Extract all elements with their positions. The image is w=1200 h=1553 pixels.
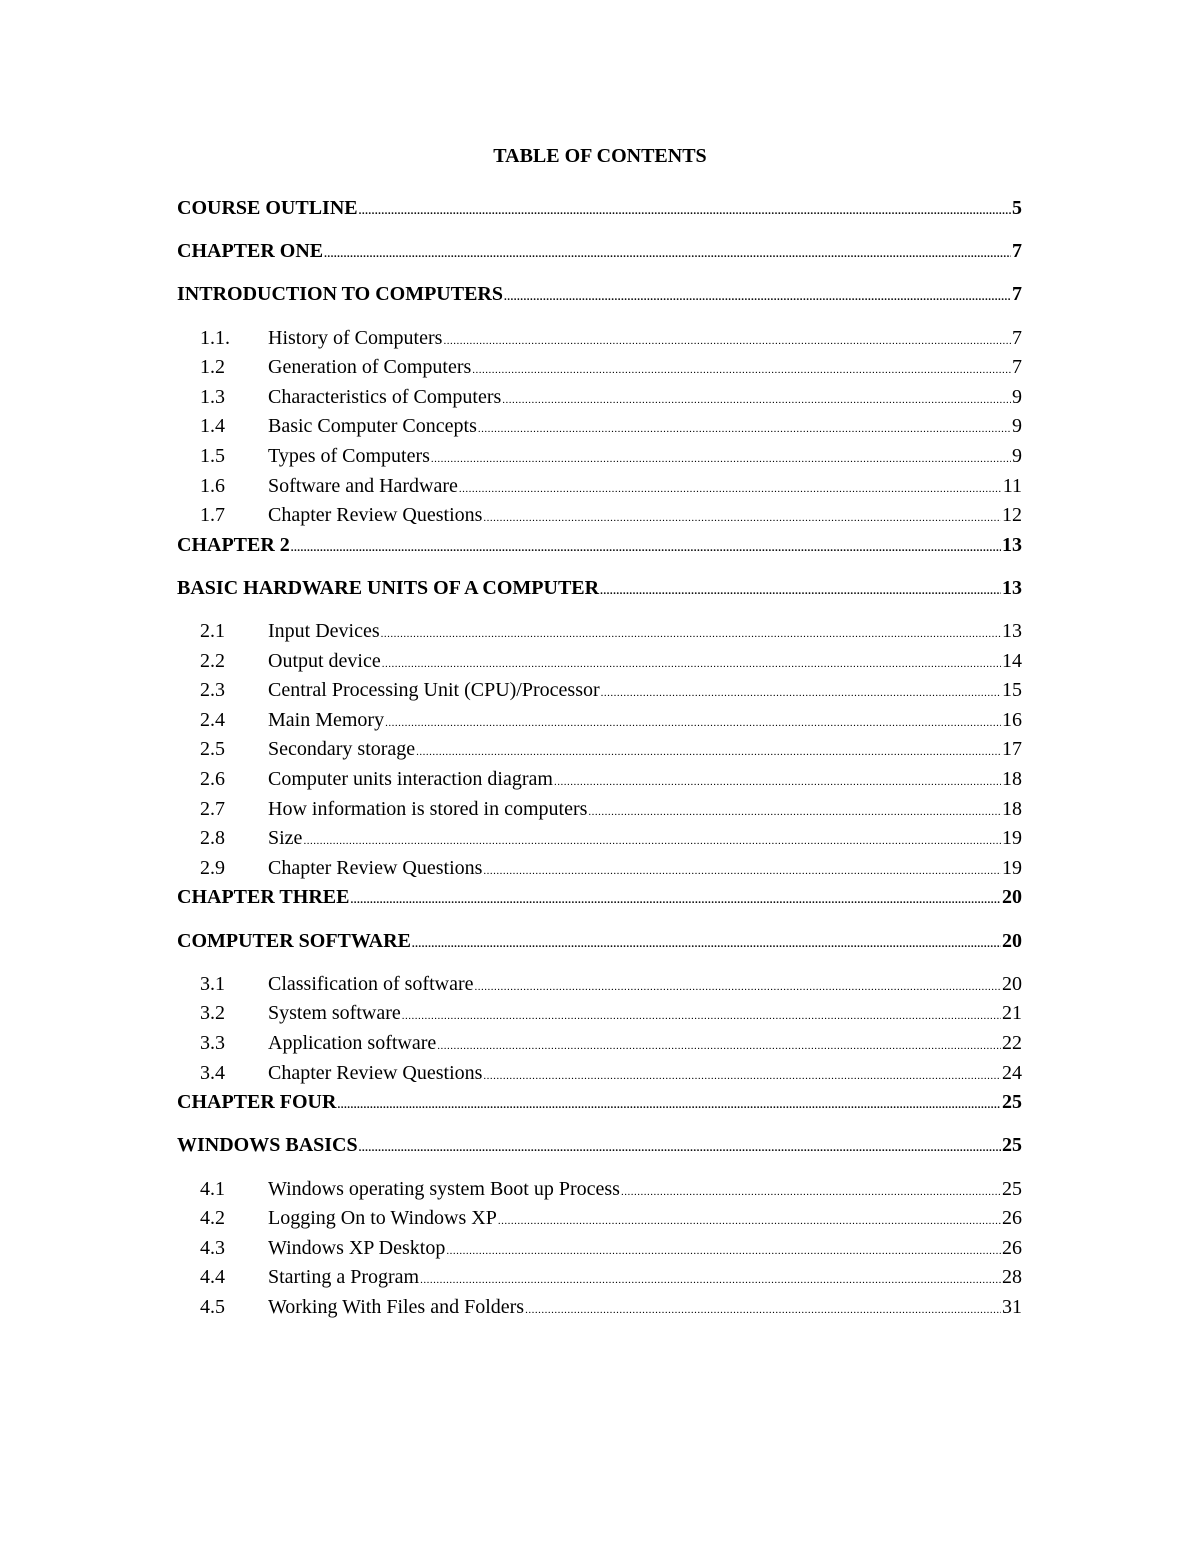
- section-number: 1.3: [200, 385, 225, 408]
- dot-leader: [431, 453, 1011, 465]
- table-of-contents: [177, 197, 1022, 1326]
- toc-section-entry[interactable]: [177, 1062, 1022, 1092]
- page-number: 9: [1012, 415, 1022, 438]
- toc-heading-entry[interactable]: [177, 1091, 1022, 1121]
- entry-title: Windows operating system Boot up Process: [268, 1177, 620, 1200]
- section-number: 1.7: [200, 504, 225, 527]
- entry-title: Basic Computer Concepts: [268, 415, 477, 438]
- toc-heading-entry[interactable]: [177, 1134, 1022, 1164]
- toc-title: TABLE OF CONTENTS: [493, 145, 707, 167]
- page-number: 19: [1002, 827, 1022, 850]
- section-number: 3.3: [200, 1032, 225, 1054]
- page-number: 9: [1012, 385, 1022, 408]
- entry-title: History of Computers: [268, 326, 443, 349]
- toc-section-entry[interactable]: [177, 798, 1022, 828]
- toc-section-entry[interactable]: [177, 1296, 1022, 1326]
- page-number: 28: [1002, 1266, 1022, 1289]
- toc-section-entry[interactable]: [177, 504, 1022, 534]
- section-number: 4.3: [200, 1236, 225, 1259]
- dot-leader: [350, 894, 1001, 906]
- dot-leader: [483, 1070, 1001, 1082]
- entry-title: CHAPTER THREE: [177, 886, 350, 909]
- entry-title: Types of Computers: [268, 444, 430, 467]
- entry-title: Secondary storage: [268, 738, 416, 761]
- toc-section-entry[interactable]: [177, 386, 1022, 416]
- section-number: 2.1: [200, 620, 225, 643]
- section-number: 2.9: [200, 856, 225, 879]
- entry-title: CHAPTER 2: [177, 533, 290, 556]
- section-number: 2.2: [200, 649, 225, 672]
- page-number: 19: [1002, 856, 1022, 879]
- section-number: 3.4: [200, 1061, 225, 1084]
- entry-title: Working With Files and Folders: [268, 1295, 525, 1318]
- entry-title: BASIC HARDWARE UNITS OF A COMPUTER: [177, 576, 600, 599]
- entry-title: Computer units interaction diagram: [268, 768, 553, 791]
- entry-title: How information is stored in computers: [268, 797, 588, 820]
- dot-leader: [412, 938, 1001, 950]
- dot-leader: [504, 291, 1011, 303]
- dot-leader: [382, 658, 1001, 670]
- page-number: 12: [1002, 504, 1022, 527]
- entry-title: Classification of software: [268, 972, 474, 995]
- dot-leader: [601, 687, 1001, 699]
- page-number: 21: [1002, 1002, 1022, 1025]
- section-number: 2.5: [200, 738, 225, 761]
- dot-leader: [303, 835, 1001, 847]
- toc-section-entry[interactable]: [177, 768, 1022, 798]
- dot-leader: [498, 1215, 1001, 1227]
- page-number: 13: [1002, 620, 1022, 643]
- dot-leader: [475, 981, 1002, 993]
- entry-title: Windows XP Desktop: [268, 1236, 446, 1259]
- section-number: 4.4: [200, 1266, 225, 1289]
- entry-title: CHAPTER FOUR: [177, 1091, 337, 1114]
- dot-leader: [359, 205, 1011, 217]
- entry-title: Main Memory: [268, 708, 385, 731]
- dot-leader: [600, 585, 1001, 597]
- page-number: 24: [1002, 1061, 1022, 1084]
- dot-leader: [359, 1142, 1001, 1154]
- toc-section-entry[interactable]: [177, 1032, 1022, 1062]
- entry-title: Application software: [268, 1032, 437, 1054]
- section-number: 2.6: [200, 768, 225, 791]
- entry-title: Output device: [268, 649, 381, 672]
- page-number: 26: [1002, 1207, 1022, 1230]
- entry-title: Starting a Program: [268, 1266, 420, 1289]
- dot-leader: [478, 423, 1011, 435]
- dot-leader: [525, 1304, 1001, 1316]
- page-number: 11: [1002, 474, 1022, 497]
- section-number: 1.6: [200, 474, 225, 497]
- section-number: 2.7: [200, 797, 225, 820]
- dot-leader: [472, 364, 1011, 376]
- toc-section-entry[interactable]: [177, 827, 1022, 857]
- page-number: 16: [1002, 708, 1022, 731]
- page-number: 15: [1002, 679, 1022, 702]
- toc-section-entry[interactable]: [177, 1266, 1022, 1296]
- entry-title: Logging On to Windows XP: [268, 1207, 497, 1230]
- toc-section-entry[interactable]: [177, 1237, 1022, 1267]
- section-number: 4.1: [200, 1177, 225, 1200]
- page-number: 20: [1002, 886, 1022, 909]
- toc-heading-entry[interactable]: [177, 577, 1022, 607]
- section-number: 2.8: [200, 827, 225, 850]
- section-number: 3.2: [200, 1002, 225, 1025]
- dot-leader: [446, 1245, 1001, 1257]
- entry-title: Generation of Computers: [268, 356, 472, 379]
- toc-heading-entry[interactable]: [177, 197, 1022, 227]
- entry-title: CHAPTER ONE: [177, 240, 324, 263]
- dot-leader: [291, 542, 1001, 554]
- toc-section-entry[interactable]: [177, 973, 1022, 1003]
- section-number: 1.5: [200, 444, 225, 467]
- entry-title: COMPUTER SOFTWARE: [177, 929, 411, 952]
- page-number: 26: [1002, 1236, 1022, 1259]
- toc-section-entry[interactable]: [177, 475, 1022, 505]
- section-number: 4.5: [200, 1295, 225, 1318]
- entry-title: INTRODUCTION TO COMPUTERS: [177, 283, 503, 306]
- page-number: 18: [1002, 768, 1022, 791]
- page-number: 31: [1002, 1295, 1022, 1318]
- dot-leader: [483, 865, 1001, 877]
- entry-title: Characteristics of Computers: [268, 385, 502, 408]
- page-number: 7: [1012, 240, 1022, 263]
- dot-leader: [502, 394, 1011, 406]
- page-number: 13: [1002, 533, 1022, 556]
- page-number: 20: [1002, 972, 1022, 995]
- page-number: 17: [1002, 738, 1022, 761]
- page-number: 18: [1002, 797, 1022, 820]
- toc-heading-entry[interactable]: [177, 930, 1022, 960]
- dot-leader: [385, 717, 1001, 729]
- page-number: 7: [1012, 356, 1022, 379]
- toc-section-entry[interactable]: [177, 356, 1022, 386]
- toc-section-entry[interactable]: [177, 445, 1022, 475]
- toc-section-entry[interactable]: [177, 709, 1022, 739]
- entry-title: Input Devices: [268, 620, 380, 643]
- page-number: 5: [1012, 197, 1022, 219]
- entry-title: Software and Hardware: [268, 474, 458, 497]
- dot-leader: [381, 628, 1001, 640]
- toc-section-entry[interactable]: [177, 415, 1022, 445]
- toc-section-entry[interactable]: [177, 650, 1022, 680]
- toc-section-entry[interactable]: [177, 1178, 1022, 1208]
- section-number: 1.1.: [200, 326, 230, 349]
- toc-heading-entry[interactable]: [177, 283, 1022, 313]
- page-number: 20: [1002, 929, 1022, 952]
- section-number: 4.2: [200, 1207, 225, 1230]
- dot-leader: [621, 1186, 1001, 1198]
- entry-title: Size: [268, 827, 303, 850]
- entry-title: COURSE OUTLINE: [177, 197, 358, 219]
- toc-section-entry[interactable]: [177, 620, 1022, 650]
- toc-heading-entry[interactable]: [177, 886, 1022, 916]
- toc-section-entry[interactable]: [177, 1002, 1022, 1032]
- toc-heading-entry[interactable]: [177, 534, 1022, 564]
- toc-section-entry[interactable]: [177, 1207, 1022, 1237]
- page-number: 9: [1012, 444, 1022, 467]
- toc-section-entry[interactable]: [177, 857, 1022, 887]
- entry-title: System software: [268, 1002, 401, 1025]
- dot-leader: [588, 806, 1001, 818]
- dot-leader: [416, 746, 1001, 758]
- page-number: 22: [1002, 1032, 1022, 1054]
- section-number: 3.1: [200, 972, 225, 995]
- dot-leader: [459, 483, 1002, 495]
- section-number: 2.4: [200, 708, 225, 731]
- page-number: 25: [1002, 1134, 1022, 1157]
- toc-section-entry[interactable]: [177, 679, 1022, 709]
- toc-section-entry[interactable]: [177, 327, 1022, 357]
- toc-section-entry[interactable]: [177, 738, 1022, 768]
- dot-leader: [402, 1010, 1001, 1022]
- dot-leader: [420, 1274, 1001, 1286]
- dot-leader: [437, 1040, 1001, 1052]
- page-number: 7: [1012, 326, 1022, 349]
- section-number: 1.4: [200, 415, 225, 438]
- entry-title: Central Processing Unit (CPU)/Processor: [268, 679, 600, 702]
- page-number: 7: [1012, 283, 1022, 306]
- page-number: 25: [1002, 1177, 1022, 1200]
- entry-title: Chapter Review Questions: [268, 1061, 483, 1084]
- dot-leader: [554, 776, 1001, 788]
- entry-title: Chapter Review Questions: [268, 856, 483, 879]
- toc-heading-entry[interactable]: [177, 240, 1022, 270]
- section-number: 1.2: [200, 356, 225, 379]
- dot-leader: [483, 512, 1001, 524]
- dot-leader: [443, 335, 1011, 347]
- dot-leader: [324, 248, 1011, 260]
- dot-leader: [337, 1099, 1001, 1111]
- entry-title: WINDOWS BASICS: [177, 1134, 358, 1157]
- page-number: 25: [1002, 1091, 1022, 1114]
- page-number: 14: [1002, 649, 1022, 672]
- entry-title: Chapter Review Questions: [268, 504, 483, 527]
- section-number: 2.3: [200, 679, 225, 702]
- page-number: 13: [1002, 576, 1022, 599]
